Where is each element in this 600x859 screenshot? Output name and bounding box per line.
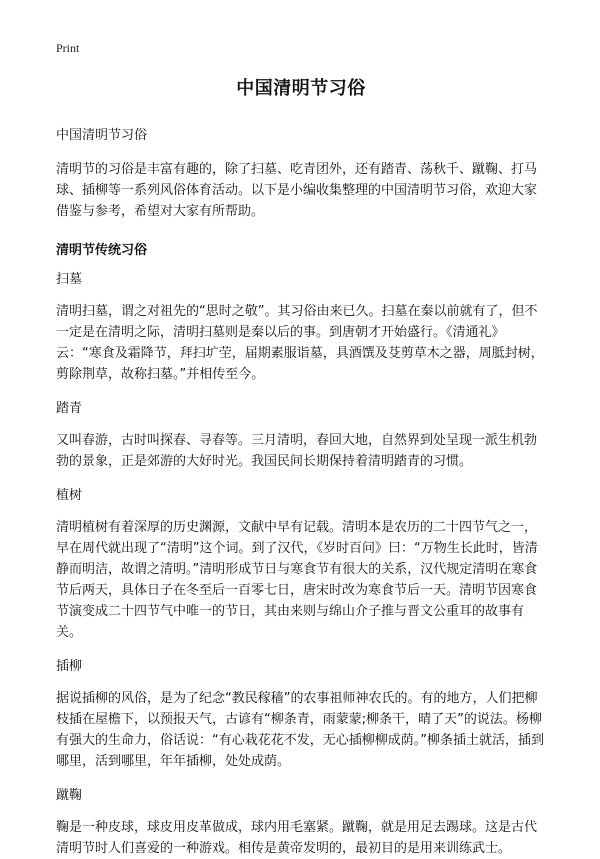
section-text-cuju: 鞠是一种皮球，球皮用皮革做成，球内用毛塞紧。蹴鞠，就是用足去踢球。这是古代清明节时人们喜爱的一种游戏。相传是黄帝发明的，最初目的是用来训练武士。 (56, 820, 538, 856)
section-title: 清明节传统习俗 (56, 243, 148, 258)
section-heading-saomu: 扫墓 (56, 272, 83, 287)
section-heading-cuju: 蹴鞠 (56, 788, 83, 803)
section-text-saomu: 清明扫墓，谓之对祖先的“思时之敬”。其习俗由来已久。扫墓在秦以前就有了，但不一定是在清明之际，清明扫墓则是秦以后的事。到唐朝才开始盛行。《清通礼》云：“寒食及霜降节，拜扫圹茔，届期素服诣墓，具酒馔及芟剪草木之器，周胝封树，剪除荆草，故称扫墓。”并相传至今。 (56, 304, 544, 382)
section-text-zhishu: 清明植树有着深厚的历史渊源，文献中早有记载。清明本是农历的二十四节气之一，早在周代就出现了“清明”这个词。到了汉代，《岁时百问》曰：“万物生长此时，皆清静而明洁，故谓之清明。”清明形成节日与寒食节有很大的关系，汉代规定清明在寒食节后两天，具体日子在冬至后一百零七日，唐宋时改为寒食节后一天。清明节因寒食节演变成二十四节气中唯一的节日，其由来则与绵山介子推与晋文公重耳的故事有关。 (56, 520, 538, 640)
section-heading-taqing: 踏青 (56, 401, 83, 416)
section-text-chaliu: 据说插柳的风俗，是为了纪念“教民稼穑”的农事祖师神农氏的。有的地方，人们把柳枝插在屋檐下，以预报天气，古谚有“柳条青，雨蒙蒙;柳条干，晴了天”的说法。杨柳有强大的生命力，俗话说：“有心栽花花不发，无心插柳柳成荫。”柳条插土就活，插到哪里，活到哪里，年年插柳，处处成荫。 (56, 691, 544, 769)
print-link[interactable]: Print (56, 41, 80, 55)
subtitle: 中国清明节习俗 (56, 128, 148, 143)
page-title: 中国清明节习俗 (236, 78, 366, 99)
intro-paragraph: 清明节的习俗是丰富有趣的，除了扫墓、吃青团外，还有踏青、荡秋千、蹴鞠、打马球、插柳等一系列风俗体育活动。以下是小编收集整理的中国清明节习俗，欢迎大家借鉴与参考，希望对大家有所帮助。 (56, 162, 538, 219)
section-text-taqing: 又叫春游，古时叫探春、寻春等。三月清明，春回大地，自然界到处呈现一派生机勃勃的景象，正是郊游的大好时光。我国民间长期保持着清明踏青的习惯。 (56, 433, 538, 469)
section-heading-chaliu: 插柳 (56, 659, 83, 674)
section-heading-zhishu: 植树 (56, 488, 83, 503)
